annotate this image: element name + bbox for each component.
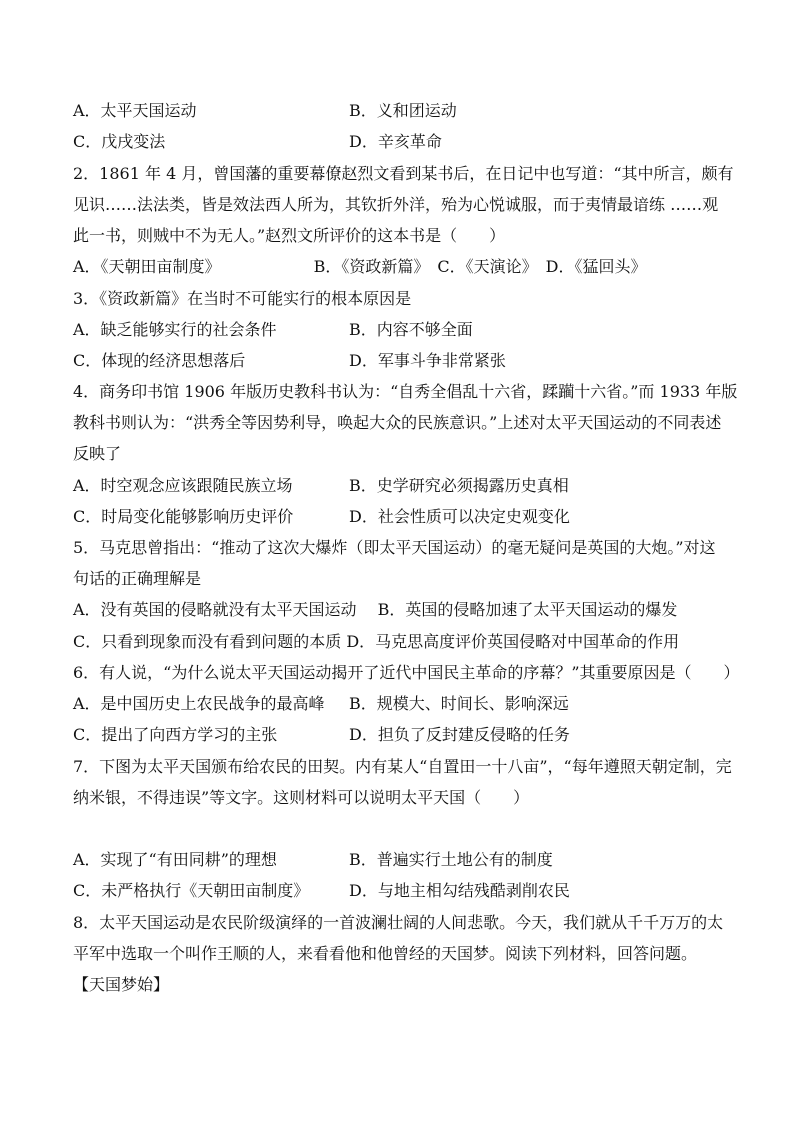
q2-stem-line-3: 此一书，则贼中不为无人。”赵烈文所评价的这本书是（ ） <box>73 226 506 245</box>
q7-stem-line-1: 7．下图为太平天国颁布给农民的田契。内有某人“自置田一十八亩”，“每年遵照天朝定制，完 <box>73 757 732 776</box>
q3-stem: 3．《资政新篇》在当时不可能实行的根本原因是 <box>73 289 412 308</box>
q2-stem-line-1: 2．1861 年 4 月，曾国藩的重要幕僚赵烈文看到某书后，在日记中也写道：“其中所言，颇有 <box>73 164 734 183</box>
q5-stem-line-1: 5．马克思曾指出：“推动了这次大爆炸（即太平天国运动）的毫无疑问是英国的大炮。”对这 <box>73 538 716 557</box>
q5-stem-line-2: 句话的正确理解是 <box>73 569 202 588</box>
q8-stem-line-1: 8．太平天国运动是农民阶级演绎的一首波澜壮阔的人间悲歌。今天，我们就从千千万万的太 <box>73 913 724 932</box>
q7-option-a: A．实现了“有田同耕”的理想 <box>73 850 277 869</box>
q4-stem-line-3: 反映了 <box>73 444 122 463</box>
q4-option-b: B．史学研究必须揭露历史真相 <box>349 476 569 495</box>
q6-option-a: A．是中国历史上农民战争的最高峰 <box>73 694 325 713</box>
q3-option-d: D．军事斗争非常紧张 <box>349 351 506 370</box>
q5-options-ab: A．没有英国的侵略就没有太平天国运动 B．英国的侵略加速了太平天国运动的爆发 <box>73 600 678 619</box>
q6-option-c: C．提出了向西方学习的主张 <box>73 725 278 744</box>
q8-section-title: 【天国梦始】 <box>73 975 170 994</box>
q4-stem-line-2: 教科书则认为：“洪秀全等因势利导，唤起大众的民族意识。”上述对太平天国运动的不同表述 <box>73 413 722 432</box>
q1-option-c: C．戊戌变法 <box>73 132 166 151</box>
q7-option-b: B．普遍实行土地公有的制度 <box>349 850 553 869</box>
q3-option-c: C．体现的经济思想落后 <box>73 351 246 370</box>
q3-option-b: B．内容不够全面 <box>349 320 473 339</box>
q4-stem-line-1: 4．商务印书馆 1906 年版历史教科书认为：“自秀全倡乱十六省，蹂躏十六省。”而 1933 年版 <box>73 382 738 401</box>
q6-option-b: B．规模大、时间长、影响深远 <box>349 694 569 713</box>
q4-option-c: C．时局变化能够影响历史评价 <box>73 507 294 526</box>
q1-option-d: D．辛亥革命 <box>349 132 442 151</box>
q2-stem-line-2: 见识……法法类，皆是效法西人所为，其钦折外洋，殆为心悦诚服，而于夷情最谙练 ……观 <box>73 195 719 214</box>
q7-option-c: C．未严格执行《天朝田亩制度》 <box>73 881 310 900</box>
q6-stem: 6．有人说，“为什么说太平天国运动揭开了近代中国民主革命的序幕？”其重要原因是（ ） <box>73 663 740 682</box>
q1-option-b: B．义和团运动 <box>349 101 457 120</box>
q3-option-a: A．缺乏能够实行的社会条件 <box>73 320 277 339</box>
q1-option-a: A．太平天国运动 <box>73 101 197 120</box>
q4-option-a: A．时空观念应该跟随民族立场 <box>73 476 293 495</box>
q7-option-d: D．与地主相勾结残酷剥削农民 <box>349 881 570 900</box>
q2-options: A．《天朝田亩制度》 B．《资政新篇》 C．《天演论》 D．《猛回头》 <box>73 257 647 276</box>
q5-options-cd: C．只看到现象而没有看到问题的本质 D．马克思高度评价英国侵略对中国革命的作用 <box>73 632 680 651</box>
q7-stem-line-2: 纳米银，不得违误”等文字。这则材料可以说明太平天国（ ） <box>73 788 530 807</box>
q8-stem-line-2: 平军中选取一个叫作王顺的人，来看看他和他曾经的天国梦。阅读下列材料，回答问题。 <box>73 944 698 963</box>
q4-option-d: D．社会性质可以决定史观变化 <box>349 507 570 526</box>
q6-option-d: D．担负了反封建反侵略的任务 <box>349 725 570 744</box>
